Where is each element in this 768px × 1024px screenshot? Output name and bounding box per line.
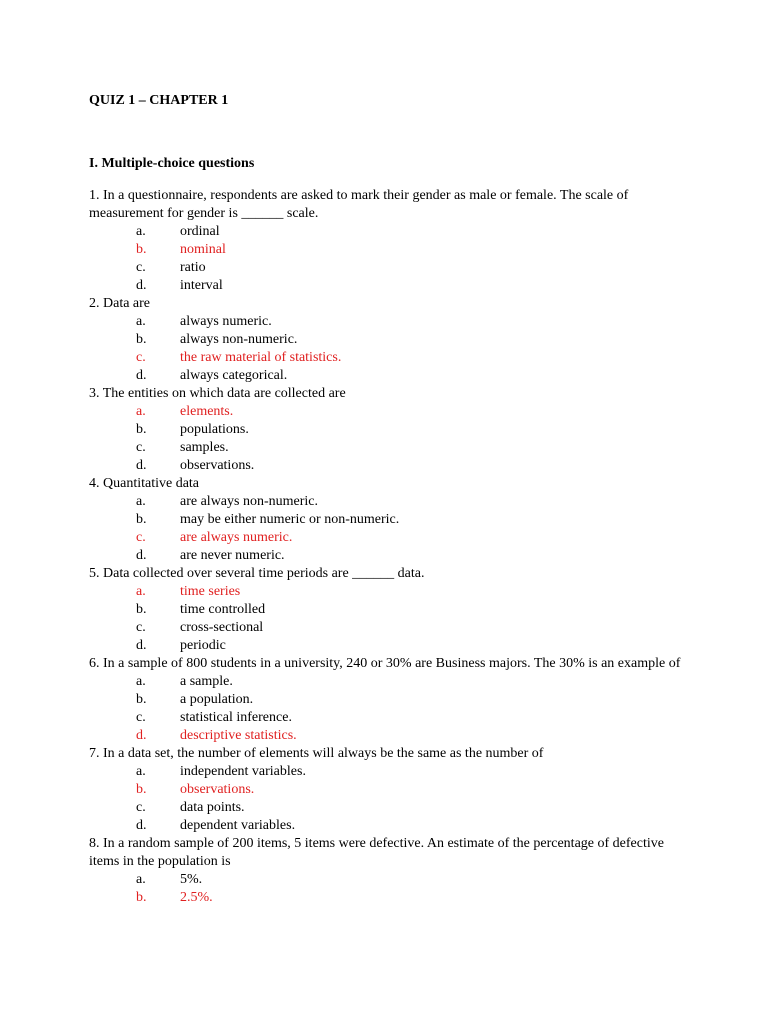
answer-option <box>89 709 688 727</box>
question-block <box>89 835 688 907</box>
option-text: always categorical. <box>180 368 288 383</box>
option-text: time series <box>180 584 241 599</box>
question-stem: 6. In a sample of 800 students in a university, 240 or 30% are Business majors. The 30% is an example of <box>89 656 681 671</box>
question-list <box>89 187 688 907</box>
answer-option-correct <box>89 781 688 799</box>
option-list <box>89 871 688 907</box>
option-text: are never numeric. <box>180 548 285 563</box>
option-list <box>89 763 688 835</box>
answer-option <box>89 439 688 457</box>
answer-option <box>89 817 688 835</box>
section-heading: I. Multiple-choice questions <box>89 156 255 171</box>
answer-option <box>89 313 688 331</box>
answer-option <box>89 259 688 277</box>
option-text: ratio <box>180 260 206 275</box>
option-letter: d. <box>136 728 147 743</box>
answer-option <box>89 799 688 817</box>
option-letter: a. <box>136 224 146 239</box>
option-text: populations. <box>180 422 249 437</box>
option-letter: d. <box>136 368 147 383</box>
option-text: 2.5%. <box>180 890 213 905</box>
option-letter: c. <box>136 620 146 635</box>
option-text: may be either numeric or non-numeric. <box>180 512 400 527</box>
option-list <box>89 673 688 745</box>
option-letter: b. <box>136 422 147 437</box>
option-text: ordinal <box>180 224 220 239</box>
option-list <box>89 583 688 655</box>
question-stem: 7. In a data set, the number of elements will always be the same as the number of <box>89 746 544 761</box>
option-letter: b. <box>136 332 147 347</box>
option-letter: a. <box>136 764 146 779</box>
answer-option <box>89 367 688 385</box>
answer-option <box>89 421 688 439</box>
option-letter: c. <box>136 530 146 545</box>
option-text: data points. <box>180 800 245 815</box>
option-text: a population. <box>180 692 254 707</box>
answer-option <box>89 871 688 889</box>
question-stem: 3. The entities on which data are collected are <box>89 386 346 401</box>
answer-option <box>89 331 688 349</box>
answer-option <box>89 511 688 529</box>
quiz-title: QUIZ 1 – CHAPTER 1 <box>89 93 229 108</box>
answer-option <box>89 277 688 295</box>
answer-option-correct <box>89 583 688 601</box>
answer-option-correct <box>89 349 688 367</box>
option-text: dependent variables. <box>180 818 296 833</box>
answer-option <box>89 223 688 241</box>
option-list <box>89 313 688 385</box>
option-letter: a. <box>136 404 146 419</box>
option-letter: b. <box>136 242 147 257</box>
option-text: the raw material of statistics. <box>180 350 342 365</box>
option-list <box>89 223 688 295</box>
answer-option <box>89 691 688 709</box>
option-text: nominal <box>180 242 226 257</box>
option-text: always non-numeric. <box>180 332 298 347</box>
answer-option <box>89 493 688 511</box>
question-stem: 1. In a questionnaire, respondents are asked to mark their gender as male or female. The scale of measurement for gender is ______ scale. <box>89 188 629 221</box>
answer-option <box>89 619 688 637</box>
option-text: a sample. <box>180 674 233 689</box>
option-letter: c. <box>136 350 146 365</box>
option-text: samples. <box>180 440 229 455</box>
option-text: time controlled <box>180 602 266 617</box>
option-text: independent variables. <box>180 764 306 779</box>
option-letter: d. <box>136 278 147 293</box>
question-stem: 2. Data are <box>89 296 151 311</box>
option-letter: d. <box>136 458 147 473</box>
option-letter: a. <box>136 314 146 329</box>
option-letter: a. <box>136 584 146 599</box>
option-letter: b. <box>136 602 147 617</box>
option-letter: b. <box>136 782 147 797</box>
option-letter: a. <box>136 494 146 509</box>
option-text: statistical inference. <box>180 710 292 725</box>
option-letter: b. <box>136 692 147 707</box>
option-letter: d. <box>136 638 147 653</box>
option-letter: b. <box>136 512 147 527</box>
option-letter: c. <box>136 800 146 815</box>
answer-option-correct <box>89 727 688 745</box>
answer-option-correct <box>89 529 688 547</box>
question-block <box>89 745 688 835</box>
option-text: elements. <box>180 404 234 419</box>
option-text: interval <box>180 278 223 293</box>
question-stem: 5. Data collected over several time periods are ______ data. <box>89 566 425 581</box>
option-list <box>89 403 688 475</box>
answer-option-correct <box>89 403 688 421</box>
answer-option <box>89 547 688 565</box>
answer-option <box>89 673 688 691</box>
option-letter: d. <box>136 818 147 833</box>
answer-option <box>89 763 688 781</box>
question-stem: 8. In a random sample of 200 items, 5 items were defective. An estimate of the percentage of defective items in the population is <box>89 836 664 869</box>
question-block <box>89 565 688 655</box>
answer-option <box>89 601 688 619</box>
option-letter: a. <box>136 872 146 887</box>
question-block <box>89 187 688 295</box>
option-text: periodic <box>180 638 226 653</box>
option-letter: c. <box>136 710 146 725</box>
option-letter: d. <box>136 548 147 563</box>
question-block <box>89 655 688 745</box>
question-stem: 4. Quantitative data <box>89 476 200 491</box>
answer-option-correct <box>89 241 688 259</box>
option-text: are always non-numeric. <box>180 494 318 509</box>
option-text: descriptive statistics. <box>180 728 297 743</box>
option-text: 5%. <box>180 872 203 887</box>
option-letter: b. <box>136 890 147 905</box>
option-text: observations. <box>180 458 255 473</box>
option-text: always numeric. <box>180 314 272 329</box>
answer-option <box>89 637 688 655</box>
option-letter: c. <box>136 260 146 275</box>
question-block <box>89 295 688 385</box>
option-text: are always numeric. <box>180 530 293 545</box>
question-block <box>89 475 688 565</box>
question-block <box>89 385 688 475</box>
option-list <box>89 493 688 565</box>
option-text: observations. <box>180 782 255 797</box>
option-letter: c. <box>136 440 146 455</box>
option-text: cross-sectional <box>180 620 264 635</box>
answer-option-correct <box>89 889 688 907</box>
answer-option <box>89 457 688 475</box>
option-letter: a. <box>136 674 146 689</box>
